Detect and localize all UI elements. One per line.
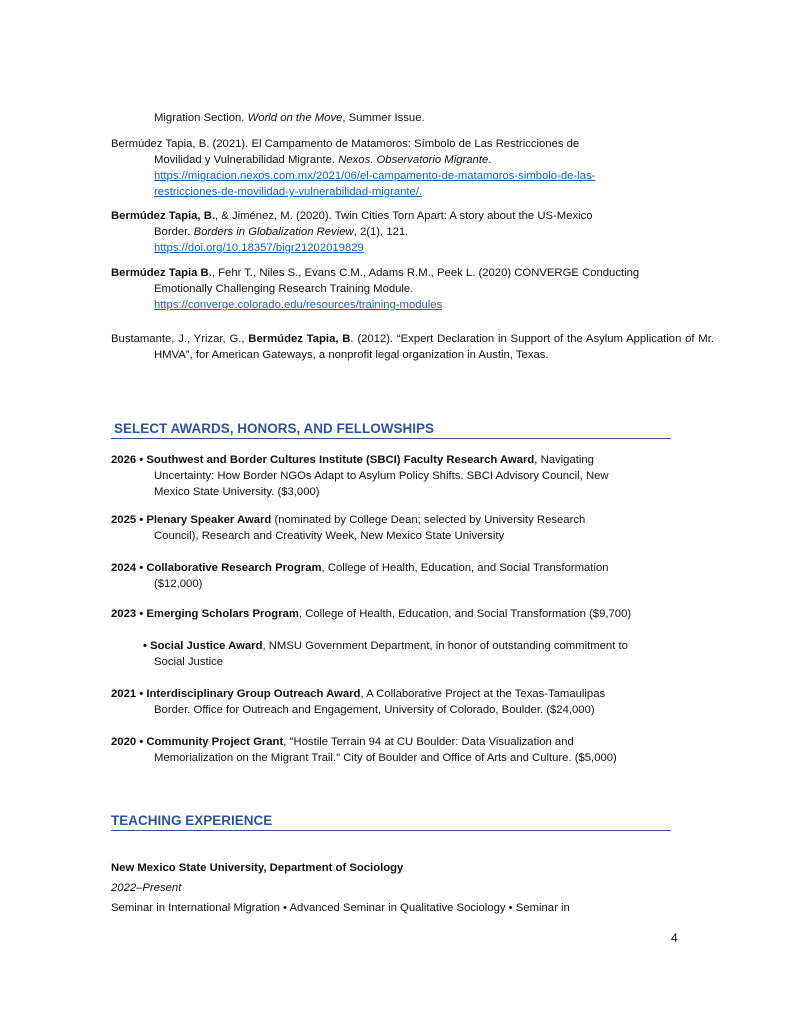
section-heading-teaching: TEACHING EXPERIENCE — [111, 812, 671, 831]
publication-entry — [111, 136, 671, 200]
teaching-entry — [111, 858, 671, 918]
pub-link[interactable]: https://doi.org/10.18357/bigr21202019829 — [154, 242, 364, 254]
publication-entry — [111, 208, 671, 256]
section-heading-awards: SELECT AWARDS, HONORS, AND FELLOWSHIPS — [111, 420, 671, 439]
publication-entry: Bustamante, J., Yrizar, G., Bermúdez Tapia, B. (2012). “Expert Declaration in Support of the Asylum Application of Mr. HMVA”, for American Gateways, a nonprofit legal organization in Austin, Texas. — [111, 333, 714, 361]
teaching-institution: New Mexico State University, Department of Sociology — [111, 862, 404, 874]
award-entry: 2026 • Southwest and Border Cultures Institute (SBCI) Faculty Research Award, Navigating Uncertainty: How Border NGOs Adapt to Asylum Policy Shifts. SBCI Advisory Council, New Mexico State University. ($3,000) — [111, 454, 609, 498]
pub-journal: World on the Move — [247, 112, 343, 124]
award-entry: 2021 • Interdisciplinary Group Outreach Award, A Collaborative Project at the Texas-Tamaulipas Border. Office for Outreach and Engagement, University of Colorado, Boulder. ($24,000) — [111, 688, 606, 716]
pub-line: Movilidad y Vulnerabilidad Migrante. Nexos. Observatorio Migrante. — [154, 154, 492, 166]
pub-line: Border. Borders in Globalization Review, 2(1), 121. — [154, 226, 409, 238]
award-entry: 2024 • Collaborative Research Program, College of Health, Education, and Social Transformation ($12,000) — [111, 562, 609, 590]
pub-link[interactable]: restricciones-de-movilidad-y-vulnerabilidad-migrante/. — [154, 186, 423, 198]
pub-link[interactable]: https://converge.colorado.edu/resources/training-modules — [154, 299, 443, 311]
award-entry: • Social Justice Award, NMSU Government Department, in honor of outstanding commitment to Social Justice — [143, 640, 628, 668]
pub-text: , Summer Issue. — [342, 112, 425, 124]
award-entry: 2025 • Plenary Speaker Award (nominated by College Dean; selected by University Research Council), Research and Creativity Week, New Mexico State University — [111, 514, 586, 542]
pub-line: Emotionally Challenging Research Training Module. — [154, 283, 414, 295]
pub-link[interactable]: https://migracion.nexos.com.mx/2021/06/el-campamento-de-matamoros-simbolo-de-las- — [154, 170, 596, 182]
pub-line: Bermúdez Tapia, B., & Jiménez, M. (2020). Twin Cities Torn Apart: A story about the US-Mexico — [111, 210, 593, 222]
award-entry: 2020 • Community Project Grant, "Hostile Terrain 94 at CU Boulder: Data Visualization and Memorialization on the Migrant Trail." City of Boulder and Office of Arts and Culture. ($5,000) — [111, 736, 617, 764]
pub-line: Bermúdez Tapia, B. (2021). El Campamento de Matamoros: Símbolo de Las Restricciones de — [111, 138, 580, 150]
page-number: 4 — [671, 931, 678, 945]
teaching-courses: Seminar in International Migration • Advanced Seminar in Qualitative Sociology • Seminar in — [111, 902, 570, 914]
pub-text: Migration Section. — [154, 112, 248, 124]
publication-entry — [111, 265, 671, 313]
award-entry: 2023 • Emerging Scholars Program, College of Health, Education, and Social Transformation ($9,700) — [111, 608, 632, 620]
pub-continuation — [111, 110, 714, 126]
teaching-dates: 2022–Present — [111, 882, 182, 894]
pub-line: Bermúdez Tapia B., Fehr T., Niles S., Evans C.M., Adams R.M., Peek L. (2020) CONVERGE Conducting — [111, 267, 640, 279]
